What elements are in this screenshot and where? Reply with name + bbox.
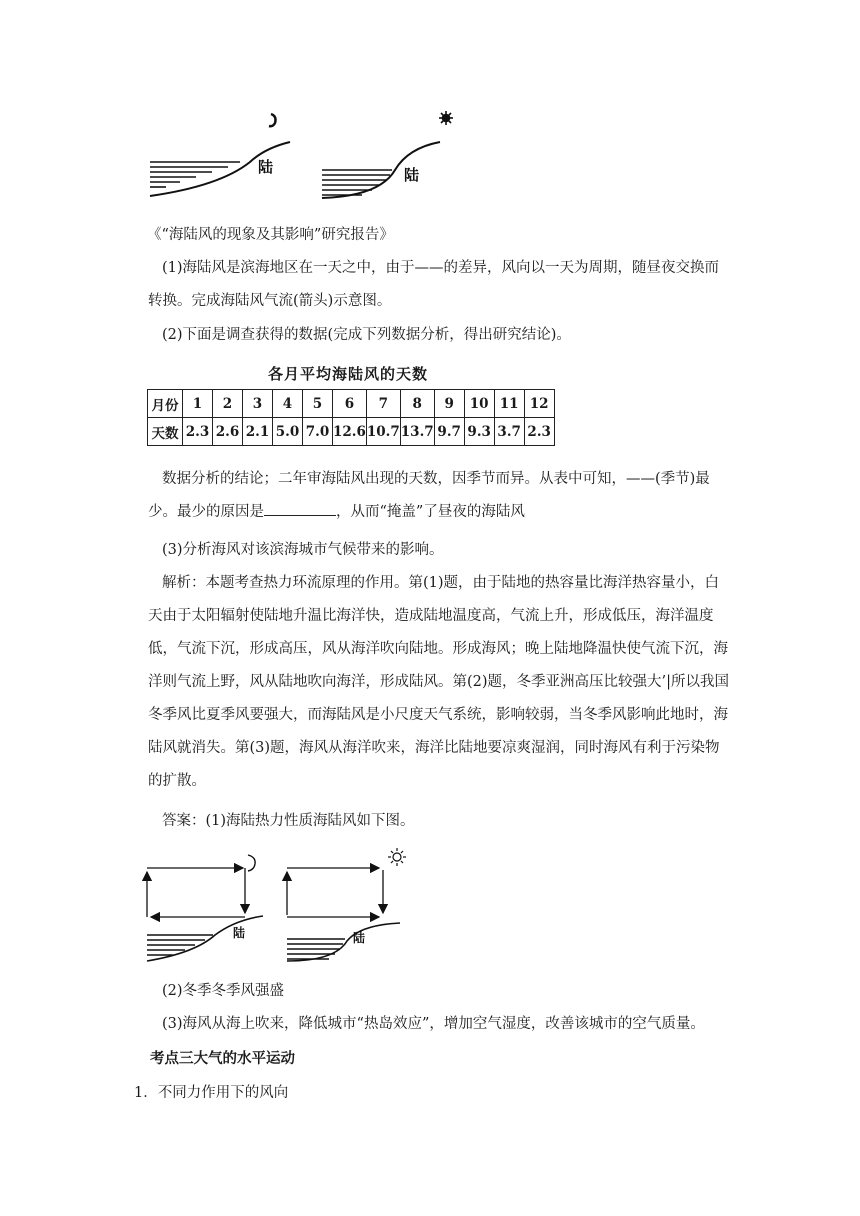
conclusion <box>148 463 732 529</box>
table-cell: 11 <box>494 390 524 418</box>
land-slope-answer-left <box>147 916 263 961</box>
table-cell: 2 <box>213 390 243 418</box>
sun-icon <box>388 848 406 866</box>
question-1-text: (1)海陆风是滨海地区在一天之中，由于——的差异，风向以一天为周期，随昼夜交换而转换。完成海陆风气流(箭头)示意图。 <box>148 260 720 309</box>
analysis <box>148 567 732 798</box>
table-cell: 9 <box>434 390 464 418</box>
sun-icon <box>439 111 453 125</box>
table-row-days <box>148 418 555 446</box>
table-cell: 4 <box>273 390 303 418</box>
table-cell: 2.6 <box>213 418 243 446</box>
answer-3-text: (3)海风从海上吹来，降低城市“热岛效应”，增加空气湿度，改善该城市的空气质量。 <box>162 1016 705 1032</box>
answer-2 <box>148 975 732 1008</box>
question-2 <box>148 319 732 352</box>
sea-lines-right <box>322 170 392 195</box>
table-cell: 5 <box>303 390 333 418</box>
table-cell: 6 <box>333 390 367 418</box>
answer-2-text: (2)冬季冬季风强盛 <box>162 983 285 999</box>
question-3-text: (3)分析海风对该滨海城市气候带来的影响。 <box>162 542 444 558</box>
moon-icon <box>248 855 255 871</box>
sea-lines-answer-left <box>147 935 213 955</box>
land-label-answer-right: 陆 <box>353 931 366 945</box>
answer-figure <box>135 845 420 970</box>
table-cell: 3 <box>243 390 273 418</box>
land-label-answer-left: 陆 <box>233 926 246 940</box>
table-row-months <box>148 390 555 418</box>
table-cell: 12.6 <box>333 418 367 446</box>
table-title: 各月平均海陆风的天数 <box>268 365 429 383</box>
table-cell: 12 <box>524 390 554 418</box>
answer-intro <box>148 805 732 838</box>
table-cell: 2.3 <box>524 418 554 446</box>
report-title: 《“海陆风的现象及其影响”研究报告》 <box>147 227 394 243</box>
table-cell: 8 <box>400 390 434 418</box>
night-panel <box>150 114 290 196</box>
table-cell: 13.7 <box>400 418 434 446</box>
top-figure <box>140 100 470 205</box>
table-cell: 9.7 <box>434 418 464 446</box>
table-cell: 9.3 <box>464 418 494 446</box>
land-label-right: 陆 <box>404 166 420 184</box>
days-table <box>147 389 555 446</box>
table-cell: 3.7 <box>494 418 524 446</box>
answer-intro-text: 答案：(1)海陆热力性质海陆风如下图。 <box>162 813 415 829</box>
row-label-month: 月份 <box>148 390 183 418</box>
conclusion-text-1: 数据分析的结论；二年审海陆风出现的天数，因季节而异。从表中可知，——(季节)最少。最少的原因是 <box>148 471 710 520</box>
table-cell: 2.3 <box>183 418 213 446</box>
answer-blank[interactable] <box>264 501 336 516</box>
night-circulation <box>147 855 263 961</box>
table-cell: 7 <box>366 390 400 418</box>
question-1 <box>148 252 732 318</box>
table-cell: 5.0 <box>273 418 303 446</box>
question-3 <box>148 534 732 567</box>
table-cell: 10 <box>464 390 494 418</box>
land-slope-answer-right <box>287 923 400 961</box>
table-cell: 7.0 <box>303 418 333 446</box>
answer-3 <box>148 1008 732 1041</box>
table-cell: 2.1 <box>243 418 273 446</box>
table-cell: 10.7 <box>366 418 400 446</box>
day-circulation <box>287 848 406 961</box>
sea-lines-left <box>150 162 240 187</box>
conclusion-text-2: ，从而“掩盖”了昼夜的海陆风 <box>336 504 525 520</box>
list-item-1: 1．不同力作用下的风向 <box>134 1085 289 1101</box>
land-label-left: 陆 <box>258 158 274 176</box>
question-2-text: (2)下面是调查获得的数据(完成下列数据分析，得出研究结论)。 <box>162 327 571 343</box>
section-title: 考点三大气的水平运动 <box>150 1050 295 1067</box>
row-label-days: 天数 <box>148 418 183 446</box>
moon-icon <box>269 114 276 126</box>
table-cell: 1 <box>183 390 213 418</box>
analysis-text: 解析：本题考查热力环流原理的作用。第(1)题，由于陆地的热容量比海洋热容量小，白天由于太阳辐射使陆地升温比海洋快，造成陆地温度高，气流上升，形成低压，海洋温度低，气流下沉，形成高压，风从海洋吹向陆地。形成海风；晚上陆地降温快使气流下沉，海洋则气流上野，风从陆地吹向海洋，形成陆风。第(2)题，冬季亚洲高压比较强大’|所以我国冬季风比夏季风要强大，而海陆风是小尺度天气系统，影响较弱，当冬季风影响此地时，海陆风就消失。第(3)题，海风从海洋吹来，海洋比陆地要凉爽湿润，同时海风有利于污染物的扩散。 <box>148 575 730 789</box>
sea-lines-answer-right <box>287 939 345 959</box>
day-panel <box>322 111 453 198</box>
